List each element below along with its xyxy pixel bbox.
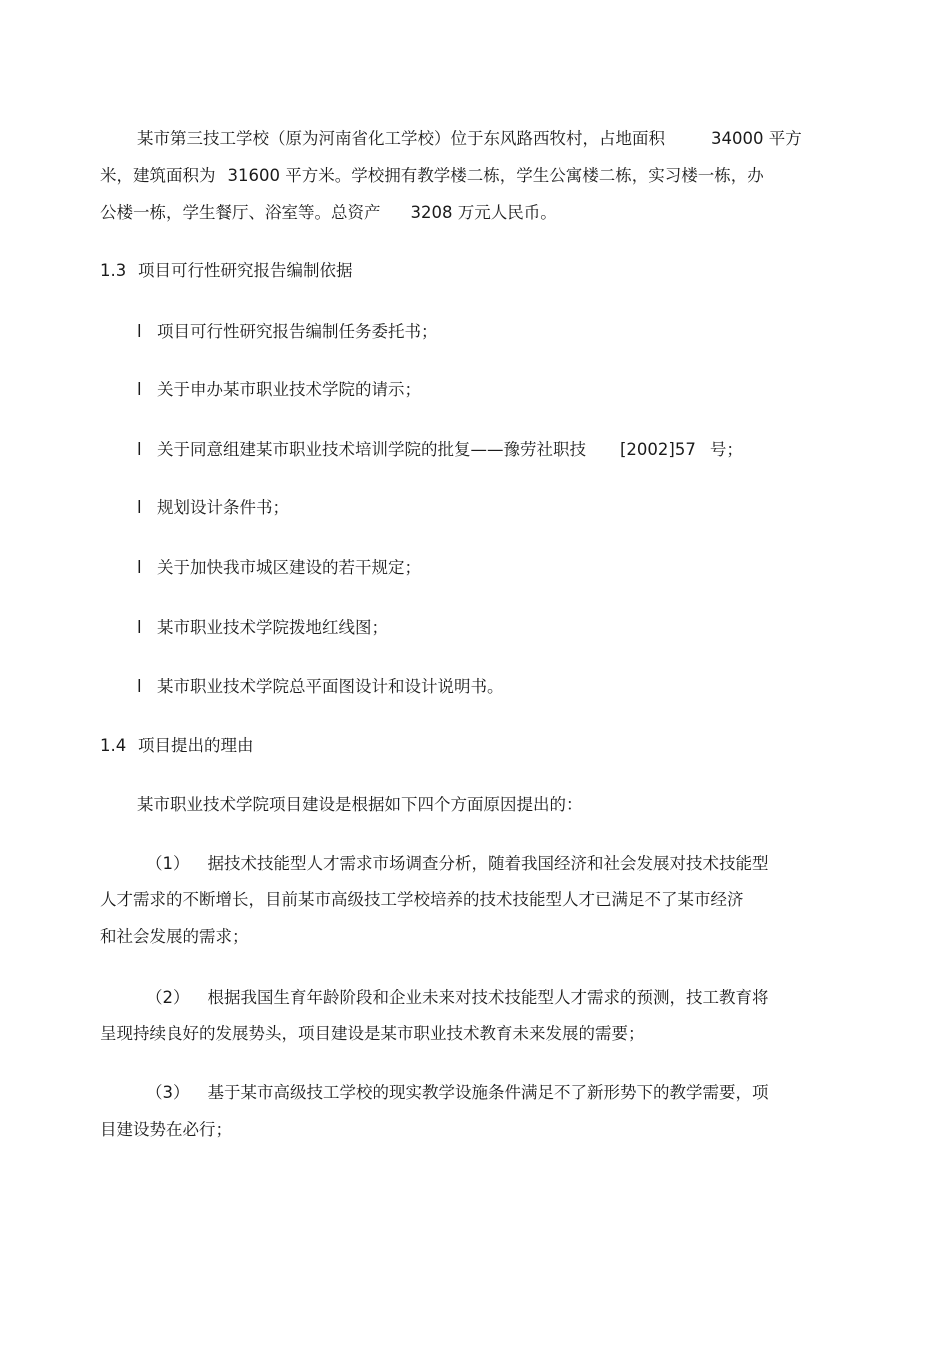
list-item xyxy=(137,379,421,401)
list-item-text: 项目可行性研究报告编制任务委托书； xyxy=(157,322,438,341)
list-item-text: 规划设计条件书； xyxy=(157,498,289,517)
list-item xyxy=(137,439,743,461)
list-item xyxy=(137,497,289,519)
reason-3-line-2: 目建设势在必行； xyxy=(100,1120,232,1139)
reason-3-line-1 xyxy=(146,1082,769,1104)
list-item-text: 号； xyxy=(709,440,743,459)
list-item-text: 关于同意组建某市职业技术培训学院的批复——豫劳社职技 xyxy=(157,440,586,459)
intro-text: 3208 万元人民币。 xyxy=(410,203,557,222)
list-item-text: [2002]57 xyxy=(620,440,696,459)
intro-text: 34000 平方 xyxy=(711,129,802,148)
list-item xyxy=(137,557,421,579)
bullet-mark: l xyxy=(137,440,142,459)
list-item-text: 某市职业技术学院总平面图设计和设计说明书。 xyxy=(157,677,504,696)
reason-text: 基于某市高级技工学校的现实教学设施条件满足不了新形势下的教学需要，项 xyxy=(207,1083,769,1102)
reason-text: 据技术技能型人才需求市场调查分析，随着我国经济和社会发展对技术技能型 xyxy=(207,854,769,873)
section-title: 项目提出的理由 xyxy=(138,736,254,755)
list-item-text: 关于申办某市职业技术学院的请示； xyxy=(157,380,421,399)
intro-text: 公楼一栋，学生餐厅、浴室等。总资产 xyxy=(100,203,381,222)
bullet-mark: l xyxy=(137,618,142,637)
list-item xyxy=(137,676,504,698)
intro-line-2 xyxy=(100,165,764,187)
reason-number: （3） xyxy=(146,1083,190,1102)
intro-line-3 xyxy=(100,202,557,224)
bullet-mark: l xyxy=(137,498,142,517)
intro-text: 某市第三技工学校（原为河南省化工学校）位于东风路西牧村，占地面积 xyxy=(137,129,665,148)
list-item xyxy=(137,321,438,343)
section-number: 1.4 xyxy=(100,736,127,755)
intro-line-1 xyxy=(137,128,802,150)
bullet-mark: l xyxy=(137,380,142,399)
intro-text: 米，建筑面积为 xyxy=(100,166,216,185)
reason-number: （1） xyxy=(146,854,190,873)
section-heading-1-4 xyxy=(100,735,254,757)
reason-2-line-1 xyxy=(146,987,769,1009)
reason-number: （2） xyxy=(146,988,190,1007)
reason-text: 根据我国生育年龄阶段和企业未来对技术技能型人才需求的预测，技工教育将 xyxy=(207,988,769,1007)
bullet-mark: l xyxy=(137,558,142,577)
reason-1-line-2: 人才需求的不断增长，目前某市高级技工学校培养的技术技能型人才已满足不了某市经济 xyxy=(100,890,744,909)
section-number: 1.3 xyxy=(100,261,127,280)
bullet-mark: l xyxy=(137,322,142,341)
list-item xyxy=(137,617,388,639)
reason-1-line-3: 和社会发展的需求； xyxy=(100,927,249,946)
section-heading-1-3 xyxy=(100,260,353,282)
list-item-text: 关于加快我市城区建设的若干规定； xyxy=(157,558,421,577)
intro-text: 31600 平方米。学校拥有教学楼二栋，学生公寓楼二栋，实习楼一栋，办 xyxy=(227,166,764,185)
section-lead: 某市职业技术学院项目建设是根据如下四个方面原因提出的： xyxy=(137,795,583,814)
bullet-mark: l xyxy=(137,677,142,696)
reason-2-line-2: 呈现持续良好的发展势头，项目建设是某市职业技术教育未来发展的需要； xyxy=(100,1024,645,1043)
section-title: 项目可行性研究报告编制依据 xyxy=(138,261,353,280)
list-item-text: 某市职业技术学院拨地红线图； xyxy=(157,618,388,637)
reason-1-line-1 xyxy=(146,853,769,875)
